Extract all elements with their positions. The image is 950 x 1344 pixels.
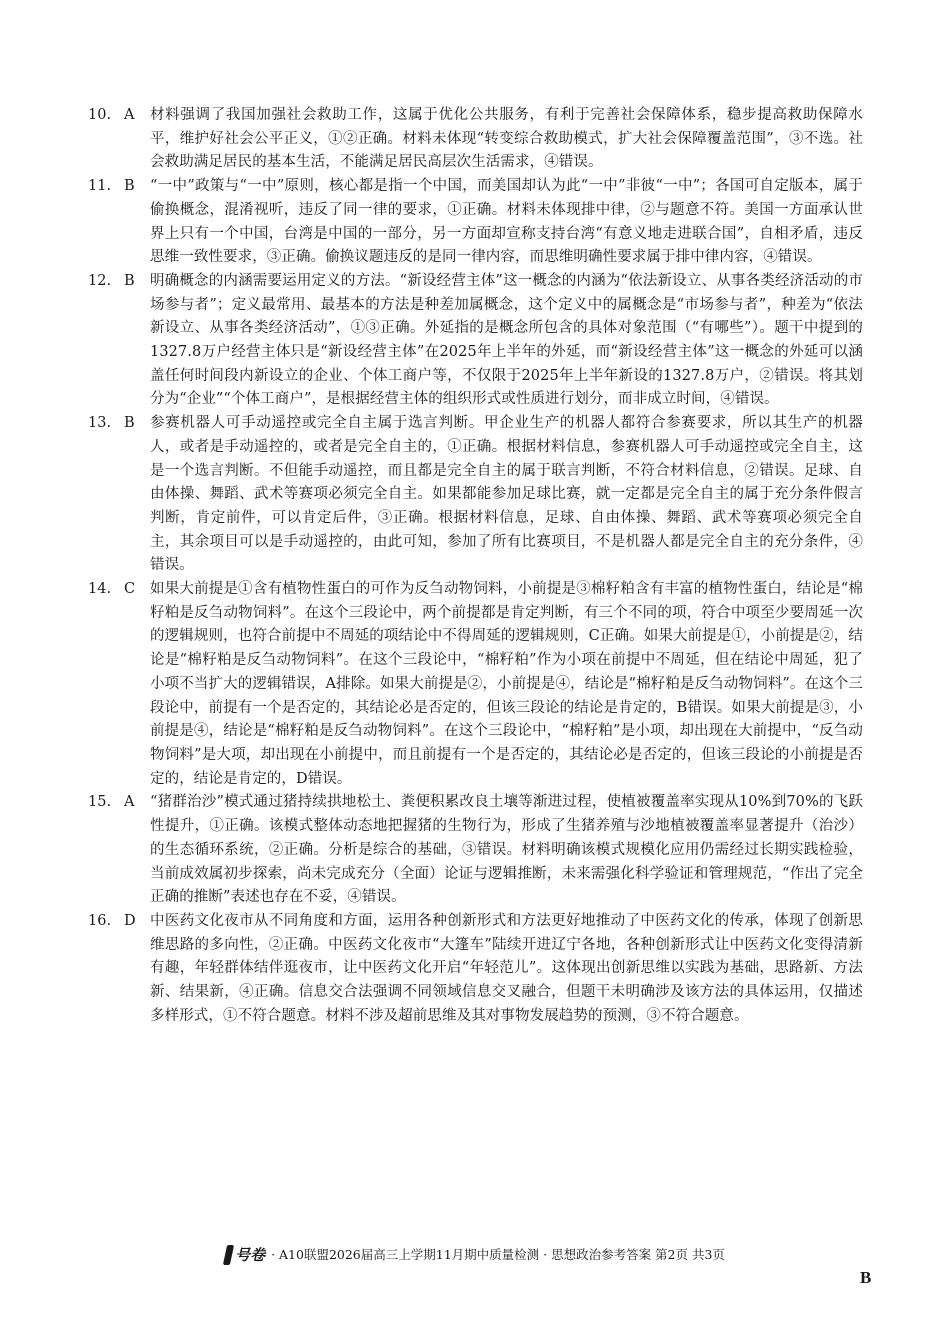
answer-item-15 xyxy=(88,791,863,910)
question-number: 13. xyxy=(88,415,112,432)
answer-letter: B xyxy=(124,178,135,195)
answer-item-16 xyxy=(88,910,863,1029)
brand-logo xyxy=(225,1245,265,1265)
answer-item-12 xyxy=(88,270,863,412)
answer-item-13 xyxy=(88,412,863,578)
page-footer xyxy=(0,1245,950,1265)
explanation-text: “猪群治沙”模式通过猪持续拱地松土、粪便积累改良土壤等渐进过程，使植被覆盖率实现从10%到70%的飞跃性提升，①正确。该模式整体动态地把握猪的生物行为，形成了生猪养殖与沙地植被覆盖率显著提升（治沙）的生态循环系统，②正确。分析是综合的基础，③错误。材料明确该模式规模化应用仍需经过长期实践检验，当前成效属初步探索，尚未完成充分（全面）论证与逻辑推断，未来需强化科学验证和管理规范，“作出了完全正确的推断”表述也存在不妥，④错误。 xyxy=(150,794,863,906)
explanation-text: “一中”政策与“一中”原则，核心都是指一个中国，而美国却认为此“一中”非彼“一中”；各国可自定版本，属于偷换概念，混淆视听，违反了同一律的要求，①正确。材料未体现排中律，②与题意不符。美国一方面承认世界上只有一个中国，台湾是中国的一部分，另一方面却宣称支持台湾“有意义地走进联合国”，自相矛盾，违反思维一致性要求，③正确。偷换议题违反的是同一律内容，而思维明确性要求属于排中律内容，④错误。 xyxy=(150,178,863,266)
explanation-text: 参赛机器人可手动遥控或完全自主属于选言判断。甲企业生产的机器人都符合参赛要求，所以其生产的机器人，或者是手动遥控的，或者是完全自主的，①正确。根据材料信息，参赛机器人可手动遥控或完全自主，这是一个选言判断。不但能手动遥控，而且都是完全自主的属于联言判断，不符合材料信息，②错误。足球、自由体操、舞蹈、武术等赛项必须完全自主。如果都能参加足球比赛，就一定都是完全自主的属于充分条件假言判断，肯定前件，可以肯定后件，③正确。根据材料信息，足球、自由体操、舞蹈、武术等赛项必须完全自主，其余项目可以是手动遥控的，由此可知，参加了所有比赛项目，不是机器人都是完全自主的充分条件，④错误。 xyxy=(150,415,863,574)
answer-letter: B xyxy=(124,272,135,289)
question-number: 14. xyxy=(88,581,112,598)
question-number: 11. xyxy=(88,178,112,195)
answer-item-10 xyxy=(88,104,863,175)
footer-text: · A10联盟2026届高三上学期11月期中质量检测 · 思想政治参考答案 第2页 共3页 xyxy=(271,1247,725,1262)
answer-letter: A xyxy=(124,107,135,123)
answer-item-11 xyxy=(88,175,863,270)
brand-logo-icon xyxy=(223,1245,234,1265)
question-number: 10. xyxy=(88,107,112,123)
answer-letter: B xyxy=(124,415,135,432)
brand-logo-text: 号卷 xyxy=(235,1246,266,1264)
question-number: 15. xyxy=(88,794,112,811)
answer-letter: D xyxy=(124,912,136,929)
answer-item-14 xyxy=(88,578,863,791)
question-number: 16. xyxy=(88,912,112,929)
answer-letter: C xyxy=(124,581,136,598)
explanation-text: 中医药文化夜市从不同角度和方面，运用各种创新形式和方法更好地推动了中医药文化的传承，体现了创新思维思路的多向性，②正确。中医药文化夜市“大篷车”陆续开进辽宁各地，各种创新形式让中医药文化变得清新有趣，年轻群体结伴逛夜市，让中医药文化开启“年轻范儿”。这体现出创新思维以实践为基础，思路新、方法新、结果新，④正确。信息交合法强调不同领域信息交叉融合，但题干未明确涉及该方法的具体运用，仅描述多样形式，①不符合题意。材料不涉及超前思维及其对事物发展趋势的预测，③不符合题意。 xyxy=(150,912,863,1024)
explanation-text: 材料强调了我国加强社会救助工作，这属于优化公共服务，有利于完善社会保障体系，稳步提高救助保障水平，维护好社会公平正义，①②正确。材料未体现“转变综合救助模式，扩大社会保障覆盖范围”，③不选。社会救助满足居民的基本生活，不能满足居民高层次生活需求，④错误。 xyxy=(150,107,863,171)
version-mark: B xyxy=(860,1268,872,1287)
question-number: 12. xyxy=(88,272,112,289)
answer-list xyxy=(88,104,863,1028)
answer-letter: A xyxy=(124,794,135,811)
explanation-text: 如果大前提是①含有植物性蛋白的可作为反刍动物饲料，小前提是③棉籽粕含有丰富的植物性蛋白，结论是“棉籽粕是反刍动物饲料”。在这个三段论中，两个前提都是肯定判断，有三个不同的项，符合中项至少要周延一次的逻辑规则，也符合前提中不周延的项结论中不得周延的逻辑规则，C正确。如果大前提是①，小前提是②，结论是“棉籽粕是反刍动物饲料”。在这个三段论中，“棉籽粕”作为小项在前提中不周延，但在结论中周延，犯了小项不当扩大的逻辑错误，A排除。如果大前提是②，小前提是④，结论是“棉籽粕是反刍动物饲料”。在这个三段论中，前提有一个是否定的，其结论必是否定的，但该三段论的结论是肯定的，B错误。如果大前提是③，小前提是④，结论是“棉籽粕是反刍动物饲料”。在这个三段论中，“棉籽粕”是小项，却出现在大前提中，“反刍动物饲料”是大项，却出现在小前提中，而且前提有一个是否定的，其结论必是否定的，但该三段论的小前提是否定的，结论是肯定的，D错误。 xyxy=(150,581,863,787)
explanation-text: 明确概念的内涵需要运用定义的方法。“新设经营主体”这一概念的内涵为“依法新设立、从事各类经济活动的市场参与者”；定义最常用、最基本的方法是种差加属概念，这个定义中的属概念是“市场参与者”，种差为“依法新设立、从事各类经济活动”，①③正确。外延指的是概念所包含的具体对象范围（“有哪些”）。题干中提到的1327.8万户经营主体只是“新设经营主体”在2025年上半年的外延，而“新设经营主体”这一概念的外延可以涵盖任何时间段内新设立的企业、个体工商户等，不仅限于2025年上半年新设的1327.8万户，②错误。将其划分为“企业”“个体工商户”，是根据经营主体的组织形式或性质进行划分，而非成立时间，④错误。 xyxy=(150,272,863,408)
